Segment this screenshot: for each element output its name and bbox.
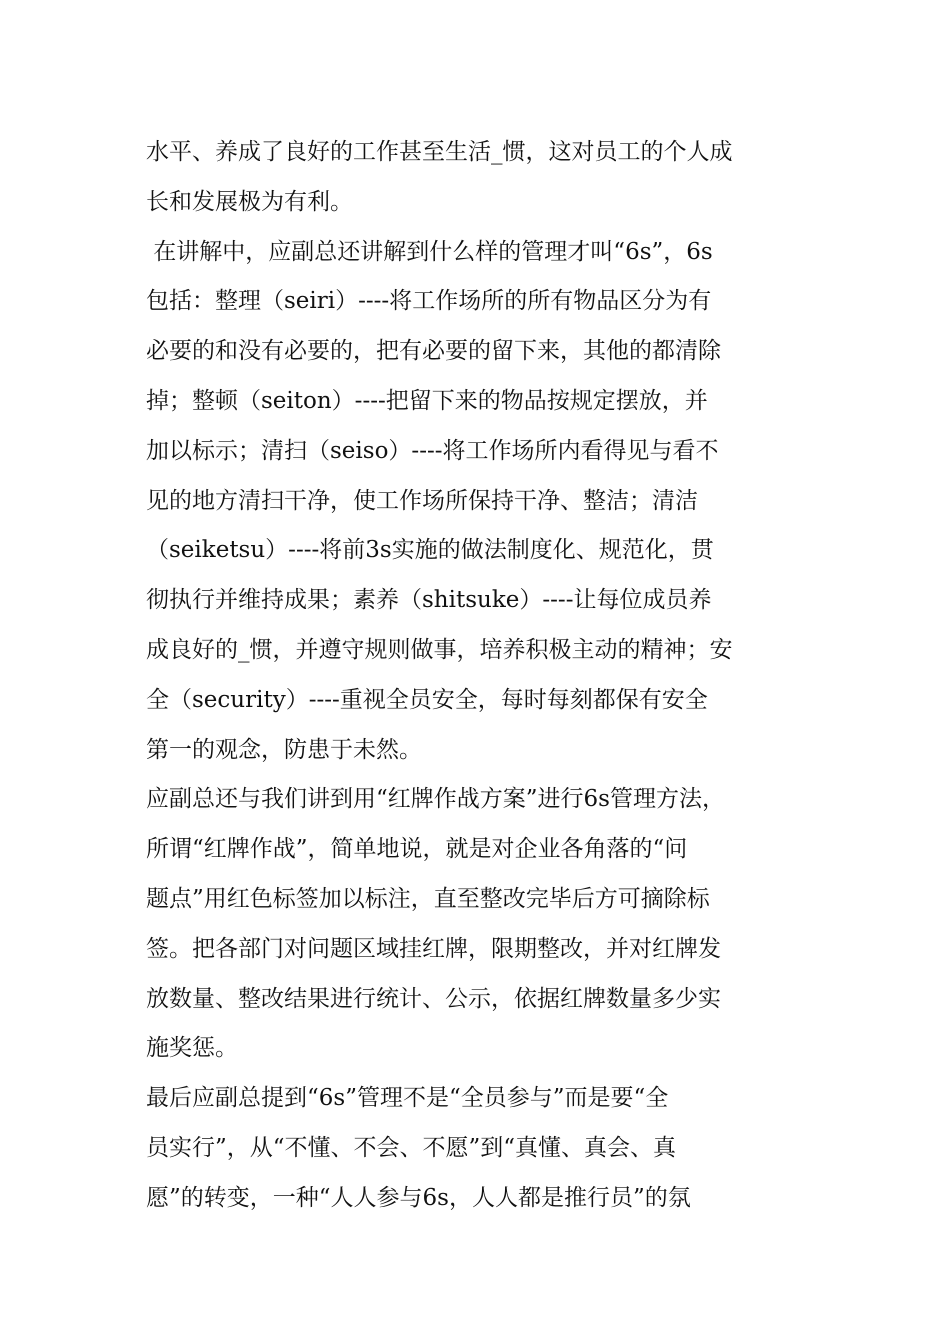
text-line: 掉；整顿（seiton）----把留下来的物品按规定摆放，并 [146,387,708,414]
text-line: 加以标示；清扫（seiso）----将工作场所内看得见与看不 [146,437,719,464]
text-line: 签。把各部门对问题区域挂红牌，限期整改，并对红牌发 [146,935,721,962]
text-line: 所谓“红牌作战”，简单地说，就是对企业各角落的“问 [146,836,688,863]
text-line: 施奖惩。 [146,1035,238,1062]
text-line: 彻执行并维持成果；素养（shitsuke）----让每位成员养 [146,587,712,614]
text-line: 全（security）----重视全员安全，每时每刻都保有安全 [146,686,708,713]
text-line: 在讲解中，应副总还讲解到什么样的管理才叫“6s”，6s [146,238,713,265]
text-line: 成良好的_惯，并遵守规则做事，培养积极主动的精神；安 [146,636,733,663]
text-line: 水平、养成了良好的工作甚至生活_惯，这对员工的个人成 [146,139,733,165]
text-line: 见的地方清扫干净，使工作场所保持干净、整洁；清洁 [146,487,698,514]
text-line: 题点”用红色标签加以标注，直至整改完毕后方可摘除标 [146,885,710,912]
text-line: 长和发展极为有利。 [146,188,353,215]
text-line: 包括：整理（seiri）----将工作场所的所有物品区分为有 [146,288,712,315]
body-text [146,128,816,1224]
text-line: 第一的观念，防患于未然。 [146,736,422,763]
text-line: （seiketsu）----将前3s实施的做法制度化、规范化，贯 [146,537,714,564]
text-line: 应副总还与我们讲到用“红牌作战方案”进行6s管理方法， [146,786,725,813]
text-line: 愿”的转变，一种“人人参与6s，人人都是推行员”的氛 [146,1184,691,1211]
text-line: 放数量、整改结果进行统计、公示，依据红牌数量多少实 [146,985,721,1012]
text-line: 最后应副总提到“6s”管理不是“全员参与”而是要“全 [146,1085,669,1112]
text-line: 必要的和没有必要的，把有必要的留下来，其他的都清除 [146,338,721,365]
text-line: 员实行”，从“不懂、不会、不愿”到“真懂、真会、真 [146,1134,677,1161]
